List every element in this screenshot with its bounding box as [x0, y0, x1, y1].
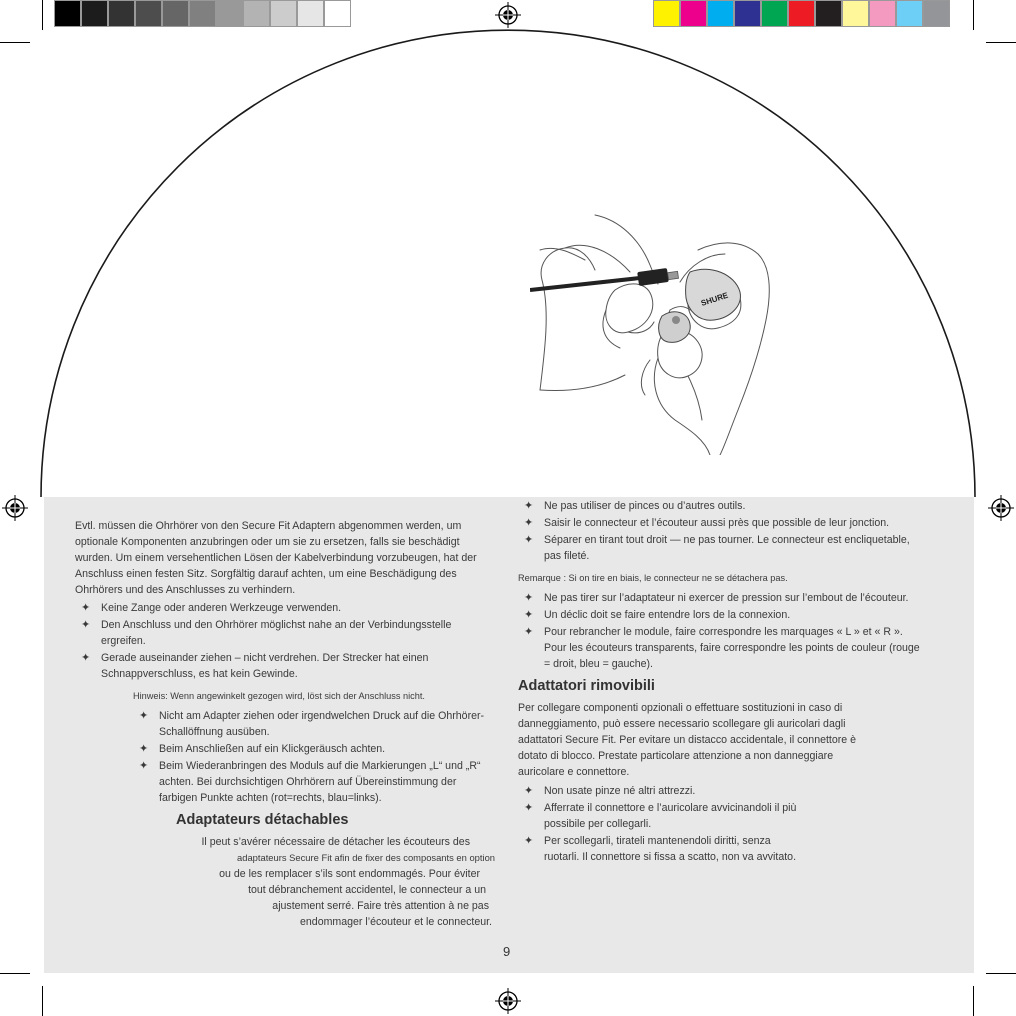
swatch	[216, 0, 243, 27]
french-heading: Adaptateurs détachables	[176, 812, 349, 828]
list-item	[518, 624, 928, 672]
swatch	[54, 0, 81, 27]
swatch	[81, 0, 108, 27]
crop-mark	[973, 0, 974, 30]
list-item	[518, 498, 928, 514]
bullet-icon: ✦	[524, 500, 534, 512]
swatch	[135, 0, 162, 27]
german-intro: Evtl. müssen die Ohrhörer von den Secure Fit Adaptern abgenommen werden, um optionale Komponenten anzubringen oder um sie zu ersetzen, falls sie beschädigt wurden. Um einem versehentlichen Lösen der Kabelverbindung vorzubeugen, hat der Anschluss einen festen Sitz. Sorgfältig darauf achten, um eine Beschädigung des Ohrhörers und des Anschlusses zu verhindern.	[75, 520, 477, 596]
registration-mark-icon	[495, 2, 521, 28]
process-color-bar	[653, 0, 950, 30]
swatch	[108, 0, 135, 27]
list-item	[518, 607, 928, 623]
french-body-line: tout débranchement accidentel, le connecteur a un	[248, 884, 486, 896]
registration-mark-icon	[495, 988, 521, 1014]
bullet-icon: ✦	[524, 534, 534, 546]
french-body-line: adaptateurs Secure Fit afin de fixer des composants en option	[237, 852, 495, 863]
bullet-icon: ✦	[524, 517, 534, 529]
list-item-text: Ne pas tirer sur l’adaptateur ni exercer de pression sur l’embout de l’écouteur.	[544, 592, 909, 604]
list-item-text: Afferrate il connettore e l’auricolare avvicinandoli il più possibile per collegarli.	[544, 802, 797, 830]
list-item	[75, 650, 495, 682]
french-body	[75, 834, 495, 930]
bullet-icon: ✦	[524, 785, 534, 797]
list-item-text: Keine Zange oder anderen Werkzeuge verwenden.	[101, 602, 342, 614]
italian-heading: Adattatori rimovibili	[518, 678, 655, 694]
bullet-icon: ✦	[524, 802, 534, 814]
swatch	[324, 0, 351, 27]
french-note: Remarque : Si on tire en biais, le connecteur ne se détachera pas.	[518, 573, 788, 583]
swatch	[243, 0, 270, 27]
left-text-column	[75, 518, 495, 930]
bullet-icon: ✦	[81, 602, 91, 614]
list-item-text: Séparer en tirant tout droit — ne pas tourner. Le connecteur est encliquetable, pas fileté.	[544, 534, 910, 562]
crop-mark	[42, 986, 43, 1016]
list-item	[133, 708, 495, 740]
list-item	[518, 833, 808, 865]
list-item	[518, 515, 928, 531]
swatch-red	[788, 0, 815, 27]
crop-mark	[986, 42, 1016, 43]
crop-mark	[0, 973, 30, 974]
list-item-text: Nicht am Adapter ziehen oder irgendwelchen Druck auf die Ohrhörer-Schallöffnung ausüben.	[159, 710, 485, 738]
swatch	[189, 0, 216, 27]
french-body-line: ou de les remplacer s’ils sont endommagés. Pour éviter	[219, 868, 480, 880]
swatch	[270, 0, 297, 27]
swatch-light-cyan	[896, 0, 923, 27]
list-item	[518, 590, 928, 606]
page-number: 9	[503, 944, 511, 959]
right-text-column	[518, 497, 928, 866]
french-body-line: endommager l’écouteur et le connecteur.	[300, 916, 492, 928]
list-item-text: Den Anschluss und den Ohrhörer möglichst nahe an der Verbindungsstelle ergreifen.	[101, 619, 452, 647]
list-item-text: Saisir le connecteur et l’écouteur aussi près que possible de leur jonction.	[544, 517, 890, 529]
list-item	[75, 617, 495, 649]
crop-mark	[986, 973, 1016, 974]
list-item-text: Beim Wiederanbringen des Moduls auf die Markierungen „L“ und „R“ achten. Bei durchsichtigen Ohrhörern auf Übereinstimmung der farbigen Punkte achten (rot=rechts, blau=links).	[159, 760, 481, 804]
french-body-line: ajustement serré. Faire très attention à ne pas	[272, 900, 489, 912]
swatch-light-yellow	[842, 0, 869, 27]
registration-mark-icon	[988, 495, 1014, 521]
swatch-green	[761, 0, 788, 27]
list-item	[518, 783, 808, 799]
french-body-line: Il peut s’avérer nécessaire de détacher les écouteurs des	[201, 836, 470, 848]
swatch-yellow	[653, 0, 680, 27]
swatch-gray	[923, 0, 950, 27]
earphone-detach-illustration	[530, 210, 780, 455]
bullet-icon: ✦	[139, 743, 149, 755]
crop-mark	[42, 0, 43, 30]
bullet-icon: ✦	[139, 710, 149, 722]
list-item	[518, 800, 808, 832]
italian-intro: Per collegare componenti opzionali o effettuare sostituzioni in caso di danneggiamento, può essere necessario scollegare gli auricolari dagli adattatori Secure Fit. Per evitare un distacco accidentale, il connettore è dotato di blocco. Prestate particolare attenzione a non danneggiare auricolare e connettore.	[518, 702, 857, 778]
swatch-blue	[734, 0, 761, 27]
bullet-icon: ✦	[81, 652, 91, 664]
german-note: Hinweis: Wenn angewinkelt gezogen wird, löst sich der Anschluss nicht.	[133, 691, 425, 701]
bullet-icon: ✦	[81, 619, 91, 631]
bullet-icon: ✦	[524, 609, 534, 621]
bullet-icon: ✦	[524, 592, 534, 604]
swatch-black	[815, 0, 842, 27]
list-item	[75, 600, 495, 616]
list-item-text: Ne pas utiliser de pinces ou d’autres outils.	[544, 500, 746, 512]
list-item-text: Un déclic doit se faire entendre lors de la connexion.	[544, 609, 791, 621]
list-item	[133, 758, 495, 806]
bullet-icon: ✦	[524, 835, 534, 847]
bullet-icon: ✦	[524, 626, 534, 638]
crop-mark	[973, 986, 974, 1016]
swatch-cyan	[707, 0, 734, 27]
list-item-text: Pour rebrancher le module, faire correspondre les marquages « L » et « R ». Pour les écouteurs transparents, faire correspondre les points de couleur (rouge = droit, bleu = gauche).	[544, 626, 920, 670]
list-item	[133, 741, 495, 757]
list-item	[518, 532, 928, 564]
swatch-pink	[869, 0, 896, 27]
swatch	[297, 0, 324, 27]
swatch-magenta	[680, 0, 707, 27]
list-item-text: Gerade auseinander ziehen – nicht verdrehen. Der Strecker hat einen Schnappverschluss, es hat kein Gewinde.	[101, 652, 429, 680]
bullet-icon: ✦	[139, 760, 149, 772]
list-item-text: Beim Anschließen auf ein Klickgeräusch achten.	[159, 743, 386, 755]
crop-mark	[0, 42, 30, 43]
registration-mark-icon	[2, 495, 28, 521]
list-item-text: Non usate pinze né altri attrezzi.	[544, 785, 696, 797]
swatch	[162, 0, 189, 27]
gray-calibration-bar	[54, 0, 351, 30]
shure-logo: SHURE	[699, 290, 730, 308]
list-item-text: Per scollegarli, tirateli mantenendoli diritti, senza ruotarli. Il connettore si fissa a scatto, non va avvitato.	[544, 835, 797, 863]
